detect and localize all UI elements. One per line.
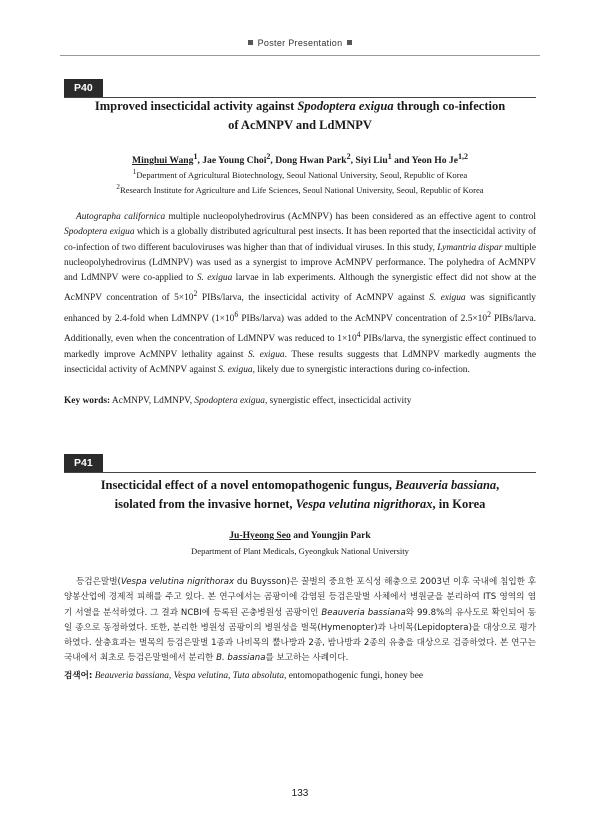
keywords-p40: Key words: AcMNPV, LdMNPV, Spodoptera exigua, synergistic effect, insecticidal activity <box>64 396 412 406</box>
square-bullet-icon <box>248 40 253 45</box>
page-number: 133 <box>291 788 309 799</box>
authors-p41: Ju-Hyeong Seo and Youngjin Park <box>229 530 371 541</box>
poster-badge-p40: P40 <box>64 79 103 97</box>
authors-p40: Minghui Wang$^1$, Jae Young Choi$^2$, Dong Hwan Park$^2$, Siyi Liu$^1$ and Yeon Ho Je$^{1,2}$ <box>132 152 468 167</box>
running-header <box>0 0 600 56</box>
square-bullet-icon <box>347 40 352 45</box>
poster-badge-p41: P41 <box>64 454 103 472</box>
affiliation-p41: Department of Plant Medicals, Gyeongkuk National University <box>191 546 409 556</box>
header-rule <box>60 55 540 56</box>
affiliations-p40: $^1$Department of Agricultural Biotechnology, Seoul National University, Seoul, Republic of Korea $^2$Research Institute for Agriculture and Life Sciences, Seoul National University, Seoul, Republic of Korea <box>116 168 484 196</box>
section-label: Poster Presentation <box>0 38 600 48</box>
keywords-p41: 검색어: Beauveria bassiana, Vespa velutina, Tuta absoluta, entomopathogenic fungi, honey bee <box>64 671 424 681</box>
paper-title-p40: Improved insecticidal activity against Spodoptera exigua through co-infection of AcMNPV and LdMNPV <box>94 99 506 132</box>
paper-title-p41: Insecticidal effect of a novel entomopathogenic fungus, Beauveria bassiana, isolated from the invasive hornet, Vespa velutina nigrithorax, in Korea <box>100 478 500 511</box>
section-rule <box>64 472 536 473</box>
abstract-p40: Autographa californica multiple nucleopolyhedrovirus (AcMNPV) has been considered as an effective agent to control Spodoptera exigua which is a globally distributed agricultural pest insects. It has been reported that the insecticidal activity of co-infection of two different baculoviruses was higher than that of individual viruses. In this study, Lymantria dispar multiple nucleopolyhedrovirus (LdMNPV) was used as a synergist to improve AcMNPV performance. The polyhedra of AcMNPV and LdMNPV were co-applied to S. exigua larvae in lab experiments. Although the synergistic effect did not show at the AcMNPV concentration of $5\times 10^2$ PIBs/larva, the insecticidal activity of AcMNPV against S. exigua was significantly enhanced by 2.4-fold when LdMNPV ($1\times 10^6$ PIBs/larva) was added to the AcMNPV concentration of $2.5\times 10^2$ PIBs/larva. Additionally, even when the concentration of LdMNPV was reduced to $1\times 10^4$ PIBs/larva, the synergistic effect continued to markedly improve AcMNPV lethality against S. exigua. These results suggests that LdMNPV markedly augments the insecticidal activity of AcMNPV against S. exigua, likely due to synergistic interactions during co-infection. <box>64 212 537 376</box>
abstract-p41: 등검은말벌(Vespa velutina nigrithorax du Buysson)은 꿀벌의 중요한 포식성 해충으로 2003년 이후 국내에 침입한 후 양봉산업에 경제적 피해를 주고 있다. 본 연구에서는 곰팡이에 감염된 등검은말벌 사체에서 병원균을 분리하여 ITS 영역의 염기 서열을 분석하였다. 그 결과 NCBI에 등록된 곤충병원성 곰팡이인 Beauveria bassiana와 99.8%의 유사도로 확인되어 동일 종으로 동정하였다. 또한, 분리한 병원성 곰팡이의 병원성을 벌목(Hymenopter)과 나비목(Lepidoptera)을 대상으로 평가하였다. 살충효과는 벌목의 등검은말벌 1종과 나비목의 뿔나방과 2종, 밤나방과 2종의 유충을 대상으로 검증하였다. 본 연구는 국내에서 최초로 등검은말벌에서 분리한 B. bassiana를 보고하는 사례이다. <box>64 577 537 664</box>
